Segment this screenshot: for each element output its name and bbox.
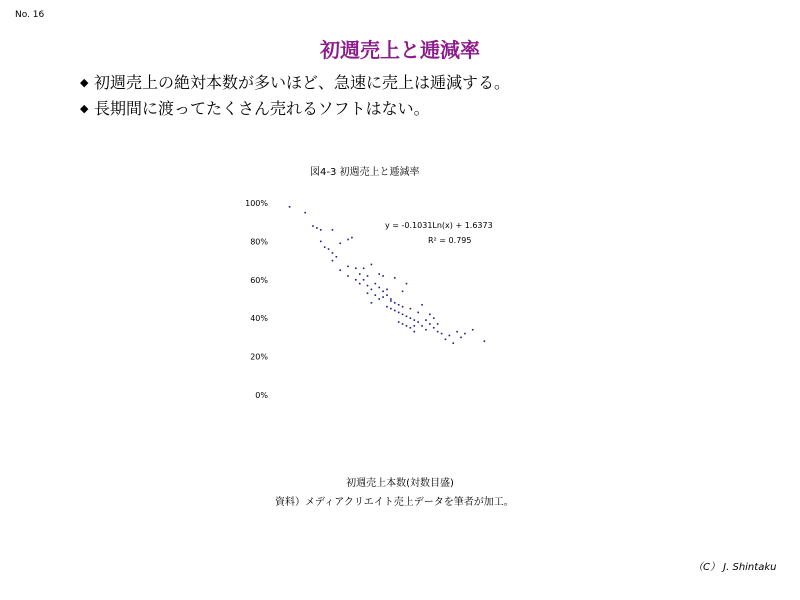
data-point	[394, 302, 396, 304]
bullet-text: 長期間に渡ってたくさん売れるソフトはない。	[94, 99, 430, 118]
diamond-bullet-icon: ◆	[80, 102, 89, 115]
bullet-list	[80, 70, 510, 122]
data-point	[464, 333, 466, 335]
y-tick-label: 40%	[250, 314, 268, 324]
scatter-chart	[230, 185, 530, 415]
data-point	[394, 310, 396, 312]
y-tick-label: 100%	[245, 199, 268, 208]
data-point	[367, 275, 369, 277]
y-axis	[245, 199, 268, 400]
data-point	[437, 323, 439, 325]
data-point	[429, 323, 431, 325]
data-point	[355, 267, 357, 269]
data-point	[437, 331, 439, 333]
data-point	[347, 275, 349, 277]
data-point	[371, 264, 373, 266]
data-point	[347, 239, 349, 241]
data-point	[402, 314, 404, 316]
data-point	[367, 285, 369, 287]
data-point	[332, 260, 334, 262]
page-title: 初週売上と逓減率	[320, 38, 480, 62]
data-point	[328, 248, 330, 250]
data-point	[472, 329, 474, 331]
data-point	[402, 323, 404, 325]
data-point	[398, 304, 400, 306]
data-point	[371, 289, 373, 291]
data-point	[425, 319, 427, 321]
data-point	[413, 331, 415, 333]
data-point	[375, 283, 377, 285]
data-point	[433, 317, 435, 319]
trendline-equation: y = -0.1031Ln(x) + 1.6373	[385, 221, 493, 230]
data-point	[382, 291, 384, 293]
data-point	[386, 294, 388, 296]
data-point	[406, 283, 408, 285]
data-point	[359, 283, 361, 285]
data-point	[429, 314, 431, 316]
y-tick-label: 0%	[255, 391, 268, 400]
bullet-item	[80, 96, 510, 122]
bullet-text: 初週売上の絶対本数が多いほど、急速に売上は逓減する。	[94, 73, 511, 92]
data-point	[398, 321, 400, 323]
data-point	[324, 246, 326, 248]
data-point	[425, 329, 427, 331]
data-point	[402, 306, 404, 308]
data-point	[390, 300, 392, 302]
source-note: 資料）メディアクリエイト売上データを筆者が加工。	[275, 497, 514, 508]
data-point	[406, 315, 408, 317]
data-point	[351, 237, 353, 239]
data-point	[417, 321, 419, 323]
data-point	[332, 229, 334, 231]
data-point	[402, 291, 404, 293]
slide-number: No. 16	[15, 10, 45, 20]
data-point	[347, 266, 349, 268]
data-point	[421, 325, 423, 327]
data-point	[375, 294, 377, 296]
data-point	[452, 342, 454, 344]
data-point	[410, 317, 412, 319]
data-point	[363, 279, 365, 281]
data-point	[382, 296, 384, 298]
data-point	[406, 325, 408, 327]
data-point	[410, 327, 412, 329]
data-point	[332, 252, 334, 254]
data-point	[398, 312, 400, 314]
trendline-r2: R² = 0.795	[428, 236, 472, 245]
data-point	[378, 273, 380, 275]
data-point	[316, 227, 318, 229]
data-point	[484, 340, 486, 342]
data-point	[413, 325, 415, 327]
data-point	[378, 298, 380, 300]
data-point	[386, 289, 388, 291]
data-point	[410, 308, 412, 310]
data-point	[378, 287, 380, 289]
y-tick-label: 20%	[250, 352, 268, 362]
data-point	[371, 302, 373, 304]
data-point	[390, 308, 392, 310]
data-point	[421, 304, 423, 306]
data-point	[339, 269, 341, 271]
data-point	[413, 319, 415, 321]
data-point	[445, 339, 447, 341]
data-point	[355, 279, 357, 281]
data-point	[367, 292, 369, 294]
data-point	[390, 298, 392, 300]
diamond-bullet-icon: ◆	[80, 76, 89, 89]
bullet-item	[80, 70, 510, 96]
data-point	[304, 212, 306, 214]
data-point	[382, 275, 384, 277]
y-tick-label: 80%	[250, 237, 268, 247]
data-point	[441, 333, 443, 335]
data-point	[312, 225, 314, 227]
data-point	[460, 337, 462, 339]
data-point	[433, 327, 435, 329]
data-point	[289, 206, 291, 208]
data-point	[359, 273, 361, 275]
data-point	[449, 335, 451, 337]
chart-title: 図4-3 初週売上と逓減率	[310, 167, 420, 178]
data-point	[394, 277, 396, 279]
data-point	[417, 312, 419, 314]
data-point	[456, 331, 458, 333]
data-point	[336, 256, 338, 258]
data-point	[386, 306, 388, 308]
data-point	[339, 243, 341, 245]
data-point	[320, 229, 322, 231]
data-point	[363, 267, 365, 269]
y-tick-label: 60%	[250, 275, 268, 285]
copyright: （C） J. Shintaku	[693, 562, 777, 573]
data-point	[320, 241, 322, 243]
x-axis-label: 初週売上本数(対数目盛)	[346, 478, 454, 489]
